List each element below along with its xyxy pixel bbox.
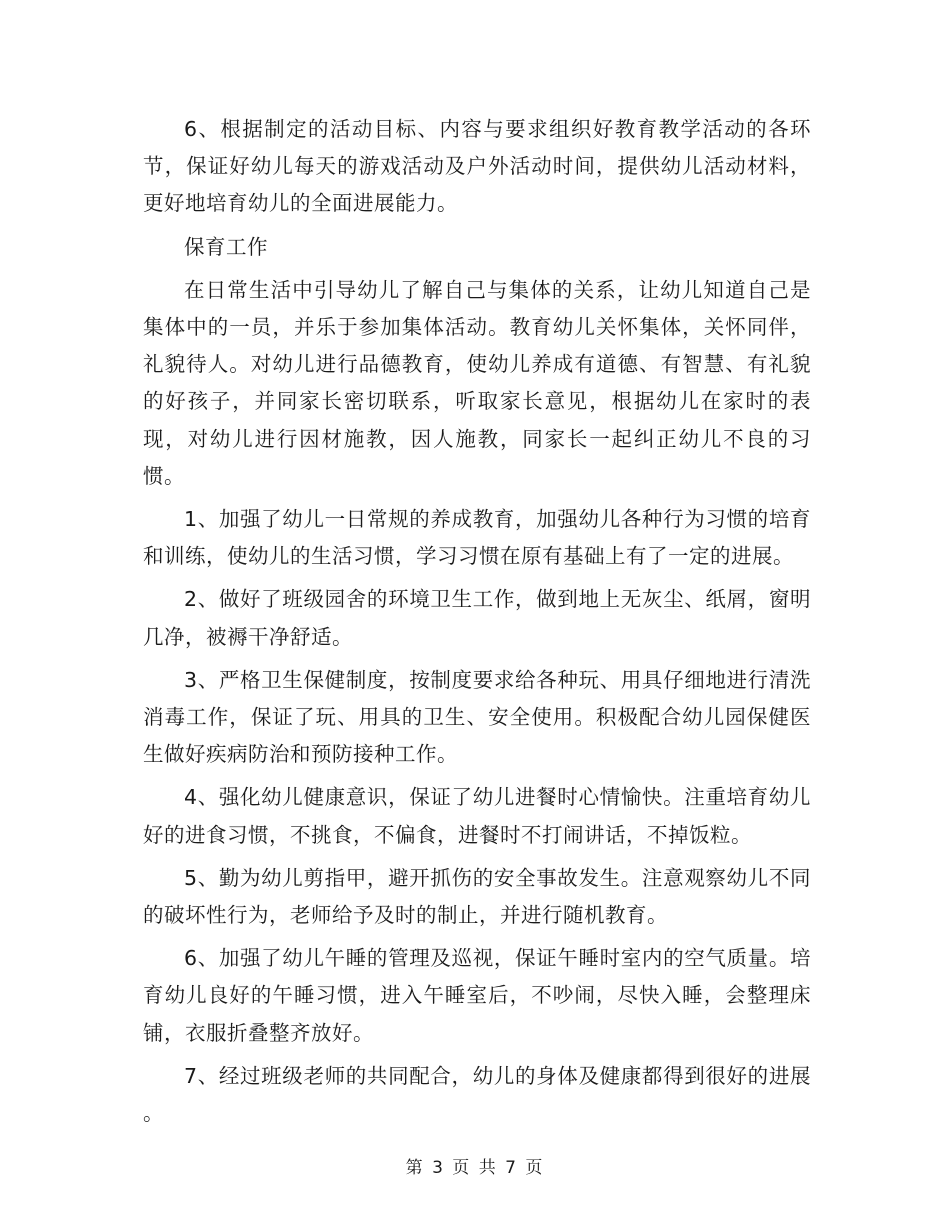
page-body xyxy=(143,111,819,1132)
paragraph-curriculum-item-6: 6、根据制定的活动目标、内容与要求组织好教育教学活动的各环节，保证好幼儿每天的游戏活动及户外活动时间，提供幼儿活动材料，更好地培育幼儿的全面进展能力。 xyxy=(143,117,811,216)
paragraph-care-item-1: 1、加强了幼儿一日常规的养成教育，加强幼儿各种行为习惯的培育和训练，使幼儿的生活习惯，学习习惯在原有基础上有了一定的进展。 xyxy=(143,507,811,569)
paragraph-care-item-5: 5、勤为幼儿剪指甲，避开抓伤的安全事故发生。注意观察幼儿不同的破坏性行为，老师给予及时的制止，并进行随机教育。 xyxy=(143,865,811,928)
paragraph-care-intro: 在日常生活中引导幼儿了解自己与集体的关系，让幼儿知道自己是集体中的一员，并乐于参加集体活动。教育幼儿关怀集体，关怀同伴，礼貌待人。对幼儿进行品德教育，使幼儿养成有道德、有智慧、有礼貌的好孩子，并同家长密切联系，听取家长意见，根据幼儿在家时的表现，对幼儿进行因材施教，因人施教，同家长一起纠正幼儿不良的习惯。 xyxy=(143,277,811,488)
paragraph-care-item-7: 7、经过班级老师的共同配合，幼儿的身体及健康都得到很好的进展 。 xyxy=(143,1063,819,1126)
paragraph-care-item-2: 2、做好了班级园舍的环境卫生工作，做到地上无灰尘、纸屑，窗明几净，被褥干净舒适。 xyxy=(143,587,811,649)
section-heading-care-work: 保育工作 xyxy=(184,234,268,259)
paragraph-care-item-3: 3、严格卫生保健制度，按制度要求给各种玩、用具仔细地进行清洗消毒工作，保证了玩、用具的卫生、安全使用。积极配合幼儿园保健医生做好疾病防治和预防接种工作。 xyxy=(143,667,811,767)
paragraph-care-item-4: 4、强化幼儿健康意识，保证了幼儿进餐时心情愉快。注重培育幼儿好的进食习惯，不挑食，不偏食，进餐时不打闹讲话，不掉饭粒。 xyxy=(143,785,811,847)
page-number-footer: 第 3 页 共 7 页 xyxy=(405,1158,545,1178)
paragraph-care-item-6: 6、加强了幼儿午睡的管理及巡视，保证午睡时室内的空气质量。培育幼儿良好的午睡习惯，进入午睡室后，不吵闹，尽快入睡，会整理床铺，衣服折叠整齐放好。 xyxy=(143,946,811,1045)
